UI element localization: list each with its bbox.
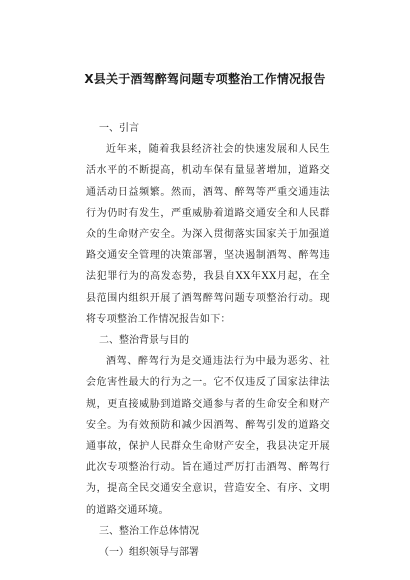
section-heading-background: 二、整治背景与目的 [99, 335, 189, 347]
document-title: X县关于酒驾醉驾问题专项整治工作情况报告 [84, 72, 326, 86]
subsection-heading-leadership: （一）组织领导与部署 [99, 547, 199, 559]
paragraph-background: 酒驾、醉驾行为是交通违法行为中最为恶劣、社会危害性最大的行为之一。它不仅违反了国家法律法规，更直接威胁到道路交通参与者的生命安全和财产安全。为有效预防和减少因酒驾、醉驾引发的道路交通事故，保护人民群众生命财产安全，我县决定开展此次专项整治行动。旨在通过严厉打击酒驾、醉驾行为，提高全民交通安全意识，营造安全、有序、文明的道路交通环境。 [86, 356, 330, 516]
document-body [86, 118, 330, 563]
paragraph-intro: 近年来，随着我县经济社会的快速发展和人民生活水平的不断提高，机动车保有量显著增加，道路交通活动日益频繁。然而，酒驾、醉驾等严重交通违法行为仍时有发生，严重威胁着道路交通安全和人民群众的生命财产安全。为深入贯彻落实国家关于加强道路交通安全管理的决策部署，坚决遏制酒驾、醉驾违法犯罪行为的高发态势，我县自XX年XX月起，在全县范围内组织开展了酒驾醉驾问题专项整治行动。现将专项整治工作情况报告如下： [86, 144, 330, 325]
section-heading-intro: 一、引言 [99, 123, 139, 134]
section-heading-overview: 三、整治工作总体情况 [99, 525, 199, 537]
